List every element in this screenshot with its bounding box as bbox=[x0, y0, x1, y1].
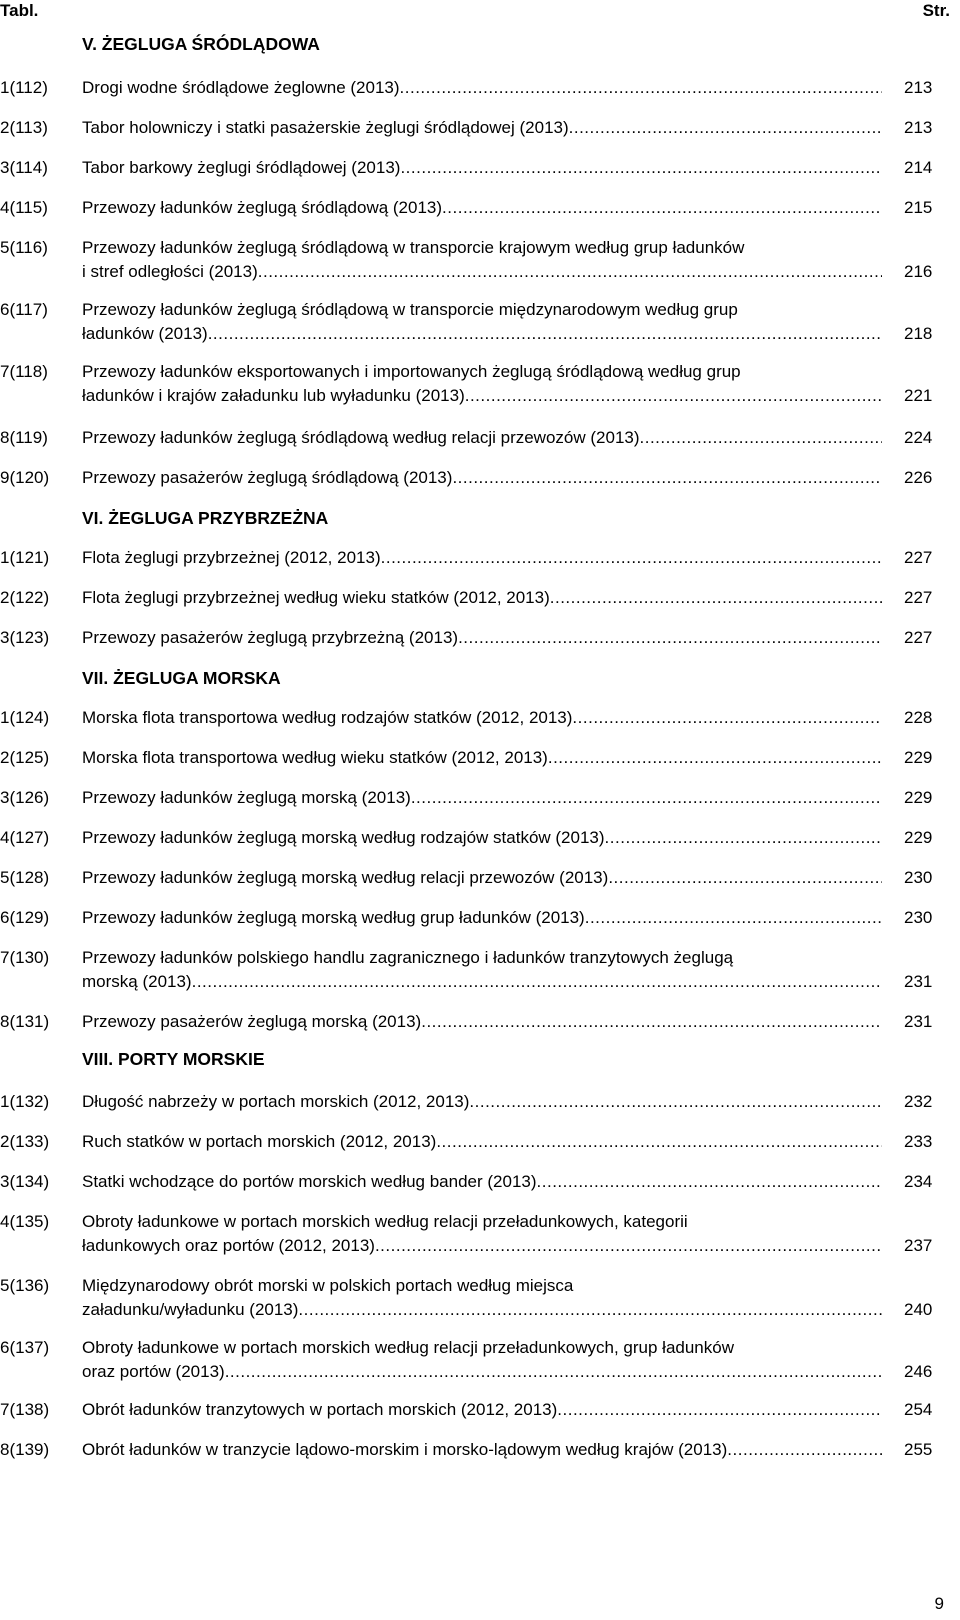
table-number: 2(122) bbox=[0, 588, 50, 607]
dot-leader bbox=[608, 868, 882, 888]
section-heading: VII. ŻEGLUGA MORSKA bbox=[82, 668, 281, 688]
table-number: 4(127) bbox=[0, 828, 50, 847]
table-number: 7(118) bbox=[0, 362, 48, 381]
table-number: 1(124) bbox=[0, 708, 50, 727]
table-number: 4(135) bbox=[0, 1212, 50, 1231]
entry-title-line: Przewozy ładunków żeglugą śródlądową w transporcie międzynarodowym według grup bbox=[82, 300, 738, 319]
table-number: 6(117) bbox=[0, 300, 48, 319]
dot-leader bbox=[557, 1400, 882, 1420]
dot-leader bbox=[465, 386, 882, 406]
page-ref: 240 bbox=[904, 1300, 933, 1319]
page-ref: 230 bbox=[904, 908, 933, 927]
page-ref: 246 bbox=[904, 1362, 933, 1381]
entry-title-leader bbox=[82, 1440, 882, 1460]
page-ref: 224 bbox=[904, 428, 933, 447]
entry-title-line: Przewozy pasażerów żeglugą morską (2013) bbox=[82, 1012, 422, 1031]
entry-title-leader bbox=[82, 324, 882, 344]
entry-title-line: Statki wchodzące do portów morskich według bander (2013) bbox=[82, 1172, 537, 1191]
table-number: 3(114) bbox=[0, 158, 48, 177]
page-ref: 218 bbox=[904, 324, 933, 343]
page-ref: 227 bbox=[904, 588, 933, 607]
table-number: 3(126) bbox=[0, 788, 50, 807]
page-ref: 231 bbox=[904, 972, 933, 991]
column-header-page: Str. bbox=[922, 1, 950, 20]
table-number: 2(113) bbox=[0, 118, 48, 137]
entry-title-line: Przewozy ładunków polskiego handlu zagranicznego i ładunków tranzytowych żeglugą bbox=[82, 948, 734, 967]
entry-title-leader bbox=[82, 1012, 882, 1032]
entry-title-line: Drogi wodne śródlądowe żeglowne (2013) bbox=[82, 78, 400, 97]
table-number: 2(133) bbox=[0, 1132, 50, 1151]
dot-leader bbox=[208, 324, 882, 344]
entry-title-line: Przewozy pasażerów żeglugą przybrzeżną (2013) bbox=[82, 628, 459, 647]
entry-title-line: Przewozy ładunków żeglugą śródlądową w transporcie krajowym według grup ładunków bbox=[82, 238, 745, 257]
entry-title-line: Flota żeglugi przybrzeżnej (2012, 2013) bbox=[82, 548, 381, 567]
table-number: 6(129) bbox=[0, 908, 50, 927]
page-ref: 255 bbox=[904, 1440, 933, 1459]
entry-title-line: Tabor barkowy żeglugi śródlądowej (2013) bbox=[82, 158, 401, 177]
entry-title-leader bbox=[82, 78, 882, 98]
page-ref: 215 bbox=[904, 198, 933, 217]
table-number: 1(112) bbox=[0, 78, 48, 97]
entry-title-line: Tabor holowniczy i statki pasażerskie żeglugi śródlądowej (2013) bbox=[82, 118, 569, 137]
entry-title-leader bbox=[82, 588, 882, 608]
entry-title-leader bbox=[82, 868, 882, 888]
entry-title-line: Przewozy ładunków eksportowanych i importowanych żeglugą śródlądową według grup bbox=[82, 362, 741, 381]
dot-leader bbox=[375, 1236, 882, 1256]
table-number: 3(123) bbox=[0, 628, 50, 647]
dot-leader bbox=[458, 628, 882, 648]
entry-title-line: Obroty ładunkowe w portach morskich według relacji przeładunkowych, kategorii bbox=[82, 1212, 688, 1231]
dot-leader bbox=[411, 788, 882, 808]
entry-title-leader bbox=[82, 908, 882, 928]
entry-title-leader bbox=[82, 972, 882, 992]
entry-title-leader bbox=[82, 708, 882, 728]
entry-title-leader bbox=[82, 1092, 882, 1112]
column-header-table: Tabl. bbox=[0, 1, 39, 20]
table-number: 8(131) bbox=[0, 1012, 50, 1031]
table-number: 5(128) bbox=[0, 868, 50, 887]
dot-leader bbox=[400, 78, 882, 98]
dot-leader bbox=[469, 1092, 882, 1112]
page-ref: 221 bbox=[904, 386, 933, 405]
entry-title-line: Przewozy ładunków żeglugą śródlądową (2013) bbox=[82, 198, 443, 217]
entry-title-line: Obrót ładunków w tranzycie lądowo-morskim i morsko-lądowym według krajów (2013) bbox=[82, 1440, 728, 1459]
entry-title-leader bbox=[82, 1132, 882, 1152]
entry-title-line: załadunku/wyładunku (2013) bbox=[82, 1300, 299, 1319]
dot-leader bbox=[569, 118, 882, 138]
entry-title-line: oraz portów (2013) bbox=[82, 1362, 225, 1381]
entry-title-leader bbox=[82, 158, 882, 178]
dot-leader bbox=[381, 548, 882, 568]
entry-title-line: Obroty ładunkowe w portach morskich według relacji przeładunkowych, grup ładunków bbox=[82, 1338, 734, 1357]
entry-title-leader bbox=[82, 386, 882, 406]
entry-title-leader bbox=[82, 118, 882, 138]
table-number: 8(139) bbox=[0, 1440, 50, 1459]
entry-title-line: Międzynarodowy obrót morski w polskich portach według miejsca bbox=[82, 1276, 574, 1295]
dot-leader bbox=[298, 1300, 882, 1320]
page-ref: 213 bbox=[904, 118, 933, 137]
table-number: 1(121) bbox=[0, 548, 50, 567]
page-ref: 231 bbox=[904, 1012, 933, 1031]
page-ref: 214 bbox=[904, 158, 933, 177]
table-number: 7(130) bbox=[0, 948, 50, 967]
dot-leader bbox=[572, 708, 882, 728]
entry-title-line: Długość nabrzeży w portach morskich (2012, 2013) bbox=[82, 1092, 470, 1111]
section-heading: VIII. PORTY MORSKIE bbox=[82, 1049, 265, 1069]
dot-leader bbox=[225, 1362, 882, 1382]
table-number: 1(132) bbox=[0, 1092, 50, 1111]
page-number: 9 bbox=[934, 1594, 944, 1613]
dot-leader bbox=[585, 908, 882, 928]
entry-title-line: Ruch statków w portach morskich (2012, 2013) bbox=[82, 1132, 437, 1151]
table-number: 7(138) bbox=[0, 1400, 50, 1419]
entry-title-leader bbox=[82, 198, 882, 218]
page-ref: 229 bbox=[904, 828, 933, 847]
entry-title-leader bbox=[82, 788, 882, 808]
entry-title-leader bbox=[82, 628, 882, 648]
page-ref: 234 bbox=[904, 1172, 933, 1191]
entry-title-line: Flota żeglugi przybrzeżnej według wieku statków (2012, 2013) bbox=[82, 588, 550, 607]
entry-title-line: Przewozy pasażerów żeglugą śródlądową (2013) bbox=[82, 468, 453, 487]
entry-title-leader bbox=[82, 262, 882, 282]
dot-leader bbox=[192, 972, 882, 992]
table-number: 9(120) bbox=[0, 468, 50, 487]
table-number: 2(125) bbox=[0, 748, 50, 767]
table-number: 5(136) bbox=[0, 1276, 50, 1295]
page-ref: 237 bbox=[904, 1236, 933, 1255]
dot-leader bbox=[452, 468, 882, 488]
entry-title-leader bbox=[82, 748, 882, 768]
page-ref: 229 bbox=[904, 748, 933, 767]
entry-title-line: Obrót ładunków tranzytowych w portach morskich (2012, 2013) bbox=[82, 1400, 558, 1419]
page-ref: 227 bbox=[904, 548, 933, 567]
page-ref: 227 bbox=[904, 628, 933, 647]
entry-title-line: Przewozy ładunków żeglugą śródlądową według relacji przewozów (2013) bbox=[82, 428, 640, 447]
page-ref: 230 bbox=[904, 868, 933, 887]
table-number: 4(115) bbox=[0, 198, 48, 217]
table-number: 5(116) bbox=[0, 238, 48, 257]
dot-leader bbox=[550, 588, 882, 608]
entry-title-line: Przewozy ładunków żeglugą morską (2013) bbox=[82, 788, 411, 807]
dot-leader bbox=[442, 198, 882, 218]
entry-title-leader bbox=[82, 1400, 882, 1420]
entry-title-leader bbox=[82, 548, 882, 568]
dot-leader bbox=[400, 158, 882, 178]
page-ref: 233 bbox=[904, 1132, 933, 1151]
table-number: 3(134) bbox=[0, 1172, 50, 1191]
entry-title-line: ładunków i krajów załadunku lub wyładunku (2013) bbox=[82, 386, 465, 405]
dot-leader bbox=[258, 262, 882, 282]
dot-leader bbox=[548, 748, 882, 768]
entry-title-line: ładunków (2013) bbox=[82, 324, 208, 343]
entry-title-leader bbox=[82, 1236, 882, 1256]
entry-title-line: Morska flota transportowa według rodzajów statków (2012, 2013) bbox=[82, 708, 573, 727]
table-number: 6(137) bbox=[0, 1338, 50, 1357]
dot-leader bbox=[640, 428, 882, 448]
page-ref: 229 bbox=[904, 788, 933, 807]
entry-title-line: i stref odległości (2013) bbox=[82, 262, 258, 281]
section-heading: VI. ŻEGLUGA PRZYBRZEŻNA bbox=[82, 508, 329, 528]
page-ref: 213 bbox=[904, 78, 933, 97]
page-ref: 232 bbox=[904, 1092, 933, 1111]
entry-title-leader bbox=[82, 428, 882, 448]
table-number: 8(119) bbox=[0, 428, 48, 447]
page-ref: 254 bbox=[904, 1400, 933, 1419]
entry-title-line: ładunkowych oraz portów (2012, 2013) bbox=[82, 1236, 375, 1255]
entry-title-line: morską (2013) bbox=[82, 972, 192, 991]
entry-title-leader bbox=[82, 468, 882, 488]
dot-leader bbox=[605, 828, 882, 848]
page-ref: 228 bbox=[904, 708, 933, 727]
entry-title-line: Morska flota transportowa według wieku statków (2012, 2013) bbox=[82, 748, 548, 767]
entry-title-leader bbox=[82, 828, 882, 848]
dot-leader bbox=[537, 1172, 882, 1192]
dot-leader bbox=[727, 1440, 882, 1460]
entry-title-leader bbox=[82, 1362, 882, 1382]
entry-title-leader bbox=[82, 1300, 882, 1320]
entry-title-line: Przewozy ładunków żeglugą morską według rodzajów statków (2013) bbox=[82, 828, 605, 847]
entry-title-line: Przewozy ładunków żeglugą morską według grup ładunków (2013) bbox=[82, 908, 585, 927]
page-ref: 216 bbox=[904, 262, 933, 281]
dot-leader bbox=[421, 1012, 882, 1032]
entry-title-line: Przewozy ładunków żeglugą morską według relacji przewozów (2013) bbox=[82, 868, 609, 887]
dot-leader bbox=[436, 1132, 882, 1152]
section-heading: V. ŻEGLUGA ŚRÓDLĄDOWA bbox=[82, 34, 320, 54]
page-ref: 226 bbox=[904, 468, 933, 487]
entry-title-leader bbox=[82, 1172, 882, 1192]
